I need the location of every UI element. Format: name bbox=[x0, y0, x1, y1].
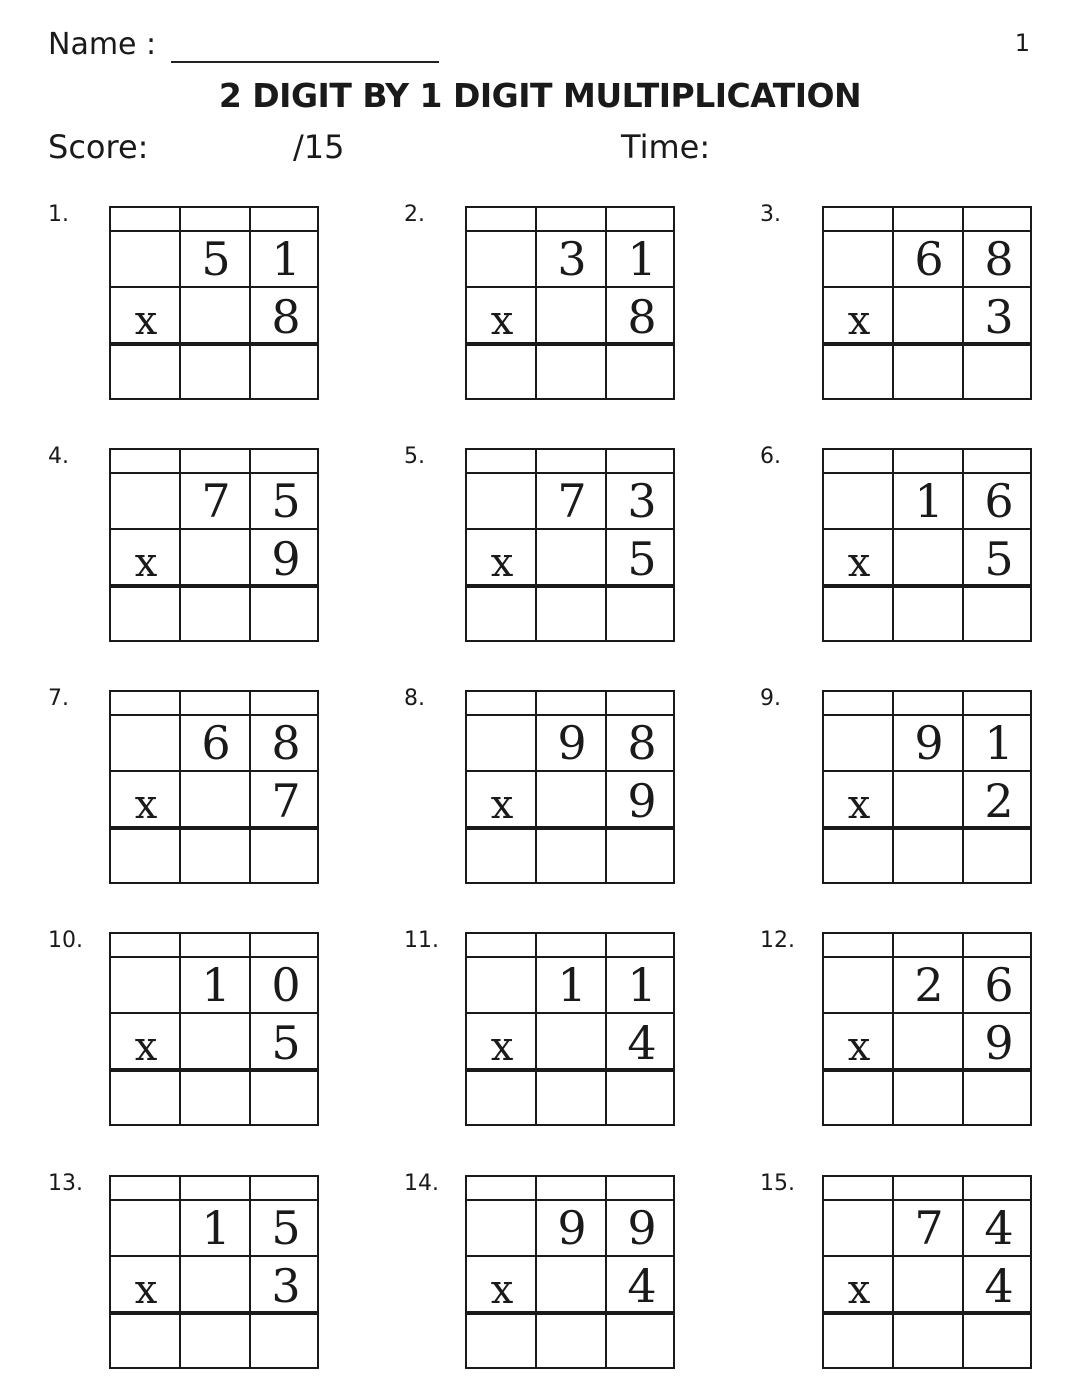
row-divider bbox=[111, 286, 317, 288]
answer-cell[interactable] bbox=[964, 346, 1030, 398]
multiply-operator: x bbox=[134, 540, 158, 586]
problem-number: 4. bbox=[48, 444, 69, 469]
multiply-operator: x bbox=[490, 782, 514, 828]
answer-cell[interactable] bbox=[607, 346, 673, 398]
multiplier-digit: 3 bbox=[271, 1259, 301, 1313]
problem-grid bbox=[822, 932, 1032, 1126]
multiply-operator: x bbox=[134, 1024, 158, 1070]
answer-cell[interactable] bbox=[251, 346, 317, 398]
multiplier-digit: 8 bbox=[271, 290, 301, 344]
multiplicand-tens-digit: 7 bbox=[914, 1201, 944, 1255]
row-divider bbox=[824, 770, 1030, 772]
answer-cell[interactable] bbox=[537, 346, 603, 398]
multiplier-digit: 7 bbox=[271, 774, 301, 828]
answer-cell[interactable] bbox=[467, 588, 533, 640]
multiplicand-tens-digit: 1 bbox=[201, 1201, 231, 1255]
multiplier-digit: 8 bbox=[627, 290, 657, 344]
multiply-operator: x bbox=[847, 782, 871, 828]
answer-cell[interactable] bbox=[467, 346, 533, 398]
answer-cell[interactable] bbox=[537, 588, 603, 640]
answer-cell[interactable] bbox=[824, 830, 890, 882]
problem-grid bbox=[465, 448, 675, 642]
answer-cell[interactable] bbox=[181, 1315, 247, 1367]
row-divider bbox=[467, 770, 673, 772]
problem-number: 10. bbox=[48, 928, 83, 953]
row-divider bbox=[111, 1012, 317, 1014]
answer-cell[interactable] bbox=[964, 588, 1030, 640]
problem-grid bbox=[465, 690, 675, 884]
multiplicand-tens-digit: 2 bbox=[914, 958, 944, 1012]
problem-number: 5. bbox=[404, 444, 425, 469]
problem-number: 11. bbox=[404, 928, 439, 953]
problem-grid bbox=[465, 932, 675, 1126]
answer-cell[interactable] bbox=[181, 346, 247, 398]
problem-grid bbox=[822, 448, 1032, 642]
name-label: Name : bbox=[48, 27, 157, 62]
multiply-operator: x bbox=[490, 1024, 514, 1070]
multiplicand-ones-digit: 3 bbox=[627, 474, 657, 528]
multiplicand-ones-digit: 5 bbox=[271, 474, 301, 528]
multiply-operator: x bbox=[490, 298, 514, 344]
problem-grid bbox=[822, 1175, 1032, 1369]
multiplicand-tens-digit: 9 bbox=[557, 1201, 587, 1255]
multiply-operator: x bbox=[847, 1024, 871, 1070]
multiplier-digit: 5 bbox=[627, 532, 657, 586]
multiplicand-tens-digit: 9 bbox=[914, 716, 944, 770]
multiplicand-ones-digit: 1 bbox=[271, 232, 301, 286]
multiplicand-tens-digit: 1 bbox=[201, 958, 231, 1012]
problem-number: 14. bbox=[404, 1171, 439, 1196]
answer-cell[interactable] bbox=[181, 588, 247, 640]
multiplicand-ones-digit: 8 bbox=[271, 716, 301, 770]
answer-cell[interactable] bbox=[251, 830, 317, 882]
answer-cell[interactable] bbox=[181, 830, 247, 882]
problem-grid bbox=[109, 448, 319, 642]
multiplicand-tens-digit: 9 bbox=[557, 716, 587, 770]
multiplier-digit: 4 bbox=[984, 1259, 1014, 1313]
score-total: /15 bbox=[293, 128, 345, 166]
multiply-operator: x bbox=[134, 1267, 158, 1313]
problem-number: 2. bbox=[404, 202, 425, 227]
problem-number: 13. bbox=[48, 1171, 83, 1196]
multiplicand-tens-digit: 1 bbox=[914, 474, 944, 528]
multiplicand-tens-digit: 1 bbox=[557, 958, 587, 1012]
row-divider bbox=[467, 286, 673, 288]
answer-cell[interactable] bbox=[467, 1315, 533, 1367]
multiplicand-tens-digit: 3 bbox=[557, 232, 587, 286]
answer-cell[interactable] bbox=[607, 588, 673, 640]
multiplier-digit: 4 bbox=[627, 1016, 657, 1070]
score-label: Score: bbox=[48, 128, 149, 166]
problem-grid bbox=[822, 206, 1032, 400]
multiplicand-ones-digit: 1 bbox=[984, 716, 1014, 770]
answer-cell[interactable] bbox=[251, 588, 317, 640]
multiply-operator: x bbox=[847, 540, 871, 586]
time-label: Time: bbox=[621, 128, 711, 166]
answer-cell[interactable] bbox=[537, 830, 603, 882]
multiplicand-ones-digit: 1 bbox=[627, 232, 657, 286]
answer-cell[interactable] bbox=[607, 1315, 673, 1367]
multiplicand-ones-digit: 0 bbox=[271, 958, 301, 1012]
name-blank-line[interactable] bbox=[171, 61, 439, 63]
multiplicand-tens-digit: 7 bbox=[201, 474, 231, 528]
multiply-operator: x bbox=[490, 1267, 514, 1313]
multiplier-digit: 5 bbox=[271, 1016, 301, 1070]
multiplicand-tens-digit: 7 bbox=[557, 474, 587, 528]
answer-cell[interactable] bbox=[607, 830, 673, 882]
multiplicand-ones-digit: 8 bbox=[984, 232, 1014, 286]
problem-grid bbox=[822, 690, 1032, 884]
answer-cell[interactable] bbox=[537, 1072, 603, 1124]
multiplier-digit: 3 bbox=[984, 290, 1014, 344]
multiplicand-tens-digit: 6 bbox=[914, 232, 944, 286]
multiplicand-ones-digit: 4 bbox=[984, 1201, 1014, 1255]
multiplicand-ones-digit: 6 bbox=[984, 958, 1014, 1012]
row-divider bbox=[111, 528, 317, 530]
row-divider bbox=[467, 1255, 673, 1257]
answer-cell[interactable] bbox=[111, 1072, 177, 1124]
answer-cell[interactable] bbox=[251, 1072, 317, 1124]
multiplicand-ones-digit: 6 bbox=[984, 474, 1014, 528]
answer-cell[interactable] bbox=[111, 830, 177, 882]
answer-cell[interactable] bbox=[824, 1072, 890, 1124]
problem-number: 7. bbox=[48, 686, 69, 711]
answer-cell[interactable] bbox=[824, 588, 890, 640]
answer-cell[interactable] bbox=[537, 1315, 603, 1367]
multiplier-digit: 2 bbox=[984, 774, 1014, 828]
answer-cell[interactable] bbox=[894, 346, 960, 398]
answer-cell[interactable] bbox=[111, 588, 177, 640]
multiply-operator: x bbox=[490, 540, 514, 586]
answer-cell[interactable] bbox=[607, 1072, 673, 1124]
multiplier-digit: 5 bbox=[984, 532, 1014, 586]
problem-grid bbox=[109, 690, 319, 884]
answer-cell[interactable] bbox=[894, 588, 960, 640]
multiplier-digit: 4 bbox=[627, 1259, 657, 1313]
row-divider bbox=[824, 1012, 1030, 1014]
multiplicand-tens-digit: 5 bbox=[201, 232, 231, 286]
row-divider bbox=[824, 286, 1030, 288]
problem-number: 3. bbox=[760, 202, 781, 227]
answer-cell[interactable] bbox=[894, 1072, 960, 1124]
multiplicand-ones-digit: 8 bbox=[627, 716, 657, 770]
answer-cell[interactable] bbox=[964, 1072, 1030, 1124]
multiplier-digit: 9 bbox=[271, 532, 301, 586]
problem-grid bbox=[109, 932, 319, 1126]
multiply-operator: x bbox=[847, 298, 871, 344]
row-divider bbox=[824, 1255, 1030, 1257]
problem-grid bbox=[465, 206, 675, 400]
multiply-operator: x bbox=[847, 1267, 871, 1313]
problem-number: 15. bbox=[760, 1171, 795, 1196]
answer-cell[interactable] bbox=[467, 830, 533, 882]
page-title: 2 DIGIT BY 1 DIGIT MULTIPLICATION bbox=[218, 76, 862, 115]
problem-number: 12. bbox=[760, 928, 795, 953]
answer-cell[interactable] bbox=[894, 830, 960, 882]
row-divider bbox=[467, 528, 673, 530]
page-number: 1 bbox=[1014, 29, 1030, 57]
answer-cell[interactable] bbox=[467, 1072, 533, 1124]
answer-cell[interactable] bbox=[181, 1072, 247, 1124]
problem-number: 8. bbox=[404, 686, 425, 711]
row-divider bbox=[111, 1255, 317, 1257]
answer-cell[interactable] bbox=[251, 1315, 317, 1367]
answer-cell[interactable] bbox=[824, 346, 890, 398]
multiply-operator: x bbox=[134, 298, 158, 344]
answer-cell[interactable] bbox=[964, 1315, 1030, 1367]
multiplicand-ones-digit: 9 bbox=[627, 1201, 657, 1255]
answer-cell[interactable] bbox=[894, 1315, 960, 1367]
multiply-operator: x bbox=[134, 782, 158, 828]
problem-grid bbox=[109, 206, 319, 400]
row-divider bbox=[111, 770, 317, 772]
problem-number: 1. bbox=[48, 202, 69, 227]
multiplier-digit: 9 bbox=[984, 1016, 1014, 1070]
multiplier-digit: 9 bbox=[627, 774, 657, 828]
answer-cell[interactable] bbox=[111, 1315, 177, 1367]
problem-number: 9. bbox=[760, 686, 781, 711]
multiplicand-ones-digit: 1 bbox=[627, 958, 657, 1012]
answer-cell[interactable] bbox=[824, 1315, 890, 1367]
multiplicand-tens-digit: 6 bbox=[201, 716, 231, 770]
problem-grid bbox=[109, 1175, 319, 1369]
row-divider bbox=[467, 1012, 673, 1014]
answer-cell[interactable] bbox=[964, 830, 1030, 882]
answer-cell[interactable] bbox=[111, 346, 177, 398]
row-divider bbox=[824, 528, 1030, 530]
multiplicand-ones-digit: 5 bbox=[271, 1201, 301, 1255]
problem-grid bbox=[465, 1175, 675, 1369]
problem-number: 6. bbox=[760, 444, 781, 469]
